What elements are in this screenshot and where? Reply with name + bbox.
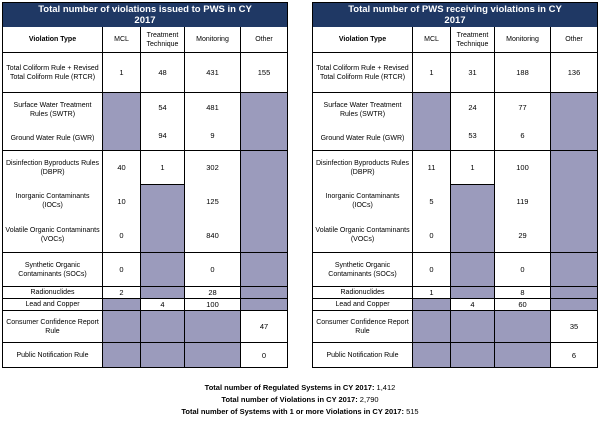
cell-mcl: 1 xyxy=(103,53,141,93)
cell-mcl: 11 xyxy=(427,163,436,173)
cell-other: 136 xyxy=(551,53,597,93)
cell-tt-shaded xyxy=(141,343,185,367)
cell-tt: 4 xyxy=(141,299,185,311)
cell-monitoring-group xyxy=(185,93,241,151)
row-label: Synthetic Organic Contaminants (SOCs) xyxy=(313,253,413,287)
cell-mcl-shaded xyxy=(413,299,451,311)
summary-block xyxy=(0,382,600,418)
cell-monitoring: 0 xyxy=(185,253,241,287)
cell-monitoring: 60 xyxy=(495,299,551,311)
row-label: Synthetic Organic Contaminants (SOCs) xyxy=(3,253,103,287)
cell-tt-shaded xyxy=(141,287,185,299)
row-label: Inorganic Contaminants (IOCs) xyxy=(325,193,400,210)
cell-monitoring: 28 xyxy=(185,287,241,299)
summary-value: 515 xyxy=(406,407,419,416)
cell-tt: 4 xyxy=(451,299,495,311)
row-label: Public Notification Rule xyxy=(313,343,413,367)
summary-line-systems xyxy=(0,382,600,394)
table-title: Total number of violations issued to PWS in CY 2017 xyxy=(3,3,287,27)
row-label: Consumer Confidence Report Rule xyxy=(3,311,103,343)
cell-tt-shaded xyxy=(451,287,495,299)
violations-issued-table xyxy=(2,2,288,368)
cell-tt-group xyxy=(141,151,185,253)
cell-other-shaded xyxy=(551,93,597,151)
row-label: Surface Water Treatment Rules (SWTR) xyxy=(13,101,92,118)
header-violation-type: Violation Type xyxy=(3,27,103,53)
summary-value: 2,790 xyxy=(359,395,379,404)
cell-mcl: 2 xyxy=(103,287,141,299)
cell-tt: 48 xyxy=(141,53,185,93)
header-treatment-technique: Treatment Technique xyxy=(141,27,185,53)
cell-tt-group xyxy=(451,151,495,253)
cell-tt-shaded xyxy=(451,311,495,343)
row-label: Total Coliform Rule + Revised Total Coliform Rule (RTCR) xyxy=(3,53,103,93)
cell-monitoring: 9 xyxy=(210,131,215,141)
cell-other-shaded xyxy=(241,287,287,299)
table-title: Total number of PWS receiving violations in CY 2017 xyxy=(313,3,597,27)
cell-mcl-shaded xyxy=(103,93,141,151)
cell-tt: 94 xyxy=(158,131,167,141)
cell-mcl-shaded xyxy=(413,343,451,367)
cell-tt-shaded xyxy=(141,253,185,287)
cell-tt: 54 xyxy=(158,102,167,112)
cell-tt-shaded xyxy=(451,253,495,287)
summary-label: Total number of Violations in CY 2017: xyxy=(221,395,358,404)
cell-monitoring-shaded xyxy=(185,343,241,367)
cell-mcl: 0 xyxy=(429,230,434,240)
cell-other: 47 xyxy=(241,311,287,343)
cell-monitoring-group xyxy=(185,151,241,253)
row-label: Lead and Copper xyxy=(3,299,103,311)
cell-tt-group xyxy=(451,93,495,151)
row-label: Ground Water Rule (GWR) xyxy=(10,134,95,142)
cell-monitoring: 431 xyxy=(185,53,241,93)
cell-tt: 1 xyxy=(451,151,495,185)
cell-monitoring: 0 xyxy=(495,253,551,287)
cell-tt: 53 xyxy=(468,131,477,141)
header-mcl: MCL xyxy=(413,27,451,53)
header-other: Other xyxy=(551,27,597,53)
cell-tt: 24 xyxy=(468,102,477,112)
cell-mcl: 0 xyxy=(413,253,451,287)
pws-receiving-violations-table xyxy=(312,2,598,368)
cell-monitoring: 6 xyxy=(520,131,525,141)
row-label: Total Coliform Rule + Revised Total Coliform Rule (RTCR) xyxy=(313,53,413,93)
summary-label: Total number of Regulated Systems in CY 2017: xyxy=(204,383,375,392)
header-other: Other xyxy=(241,27,287,53)
table-grid xyxy=(3,27,287,367)
cell-tt-group xyxy=(141,93,185,151)
header-treatment-technique: Treatment Technique xyxy=(451,27,495,53)
row-label: Volatile Organic Contaminants (VOCs) xyxy=(5,227,100,244)
cell-tt-shaded xyxy=(141,185,185,253)
row-label: Radionuclides xyxy=(3,287,103,299)
cell-mcl-group xyxy=(413,151,451,253)
cell-monitoring: 100 xyxy=(185,299,241,311)
cell-other-shaded xyxy=(241,93,287,151)
cell-monitoring: 8 xyxy=(495,287,551,299)
cell-monitoring: 119 xyxy=(516,196,529,206)
cell-tt: 31 xyxy=(451,53,495,93)
cell-monitoring: 100 xyxy=(516,163,529,173)
summary-line-violations xyxy=(0,394,600,406)
table-grid xyxy=(313,27,597,367)
row-label-group xyxy=(313,151,413,253)
row-label: Surface Water Treatment Rules (SWTR) xyxy=(323,101,402,118)
cell-monitoring: 125 xyxy=(206,196,219,206)
summary-line-with-violations xyxy=(0,406,600,418)
row-label: Disinfection Byproducts Rules (DBPR) xyxy=(6,159,99,176)
cell-mcl: 40 xyxy=(117,163,126,173)
cell-monitoring-group xyxy=(495,151,551,253)
cell-other-shaded xyxy=(551,287,597,299)
cell-other-shaded xyxy=(551,151,597,253)
cell-other: 155 xyxy=(241,53,287,93)
summary-label: Total number of Systems with 1 or more Violations in CY 2017: xyxy=(181,407,404,416)
cell-other-shaded xyxy=(241,151,287,253)
cell-monitoring-shaded xyxy=(495,343,551,367)
cell-tt: 1 xyxy=(141,151,185,185)
cell-other: 6 xyxy=(571,350,577,360)
cell-monitoring-shaded xyxy=(185,311,241,343)
cell-mcl: 0 xyxy=(119,230,124,240)
cell-other-shaded xyxy=(551,253,597,287)
header-mcl: MCL xyxy=(103,27,141,53)
row-label-group xyxy=(3,93,103,151)
header-monitoring: Monitoring xyxy=(185,27,241,53)
row-label-group xyxy=(3,151,103,253)
cell-other: 0 xyxy=(261,350,267,360)
cell-mcl: 0 xyxy=(103,253,141,287)
row-label-group xyxy=(313,93,413,151)
summary-value: 1,412 xyxy=(376,383,396,392)
row-label: Inorganic Contaminants (IOCs) xyxy=(15,193,90,210)
row-label: Ground Water Rule (GWR) xyxy=(320,134,405,142)
header-violation-type: Violation Type xyxy=(313,27,413,53)
cell-mcl-shaded xyxy=(103,343,141,367)
cell-mcl: 1 xyxy=(413,53,451,93)
cell-monitoring-group xyxy=(495,93,551,151)
cell-monitoring: 188 xyxy=(495,53,551,93)
cell-other: 35 xyxy=(551,311,597,343)
header-monitoring: Monitoring xyxy=(495,27,551,53)
cell-other-shaded xyxy=(551,299,597,311)
cell-monitoring: 840 xyxy=(206,230,219,240)
row-label: Radionuclides xyxy=(313,287,413,299)
row-label: Lead and Copper xyxy=(313,299,413,311)
cell-other-shaded xyxy=(241,299,287,311)
row-label: Disinfection Byproducts Rules (DBPR) xyxy=(316,159,409,176)
cell-monitoring: 481 xyxy=(206,102,219,112)
cell-monitoring-shaded xyxy=(495,311,551,343)
cell-mcl-shaded xyxy=(103,311,141,343)
cell-mcl: 1 xyxy=(413,287,451,299)
cell-mcl: 10 xyxy=(117,196,126,206)
cell-monitoring: 29 xyxy=(518,230,527,240)
cell-mcl-shaded xyxy=(103,299,141,311)
cell-mcl-shaded xyxy=(413,93,451,151)
cell-tt-shaded xyxy=(451,343,495,367)
cell-other-shaded xyxy=(241,253,287,287)
cell-tt-shaded xyxy=(451,185,495,253)
row-label: Volatile Organic Contaminants (VOCs) xyxy=(315,227,410,244)
cell-mcl: 5 xyxy=(429,196,434,206)
cell-mcl-shaded xyxy=(413,311,451,343)
cell-tt-shaded xyxy=(141,311,185,343)
row-label: Public Notification Rule xyxy=(3,343,103,367)
cell-monitoring: 77 xyxy=(518,102,527,112)
row-label: Consumer Confidence Report Rule xyxy=(313,311,413,343)
cell-monitoring: 302 xyxy=(206,163,219,173)
cell-mcl-group xyxy=(103,151,141,253)
